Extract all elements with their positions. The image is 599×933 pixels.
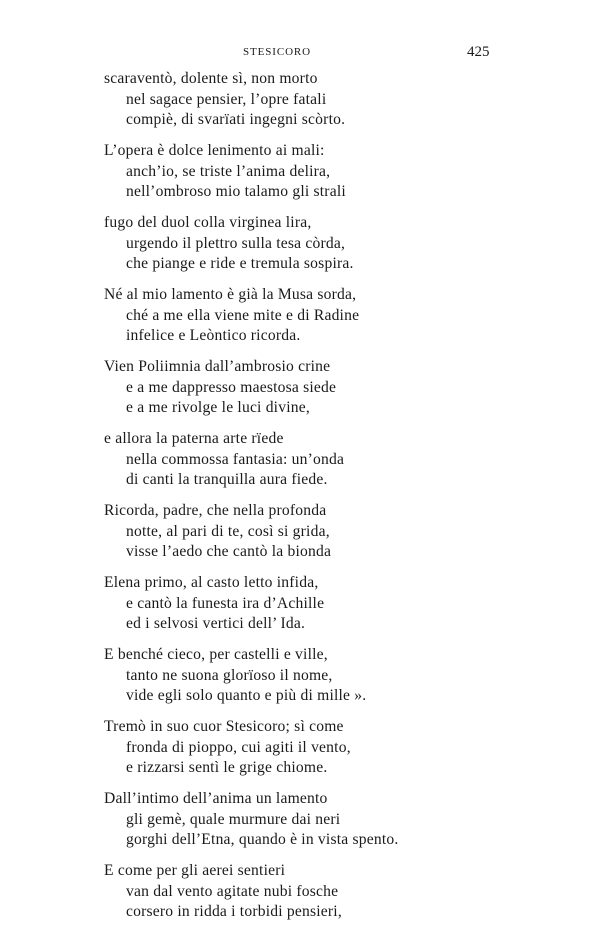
verse-line: compiè, di svarïati ingegni scòrto. [126,111,346,128]
verse-line: tanto ne suona glorïoso il nome, [126,666,333,684]
verse-line: notte, al pari di te, così si grida, [126,522,330,540]
verse-line: gli gemè, quale murmure dai neri [126,810,341,828]
verse-line: urgendo il plettro sulla tesa còrda, [126,234,346,252]
verse-line: nella commossa fantasia: un’onda [126,450,345,468]
verse-line: corsero in ridda i torbidi pensieri, [126,903,342,920]
stanza [104,573,544,635]
verse-line: Né al mio lamento è già la Musa sorda, [104,286,357,303]
verse-line: fronda di pioppo, cui agiti il vento, [126,738,351,756]
verse-line: e allora la paterna arte rïede [104,430,284,447]
verse-line: Dall’intimo dell’anima un lamento [104,790,328,807]
page-number: 425 [467,44,490,60]
verse-line: E come per gli aerei sentieri [104,862,286,879]
verse-line: Elena primo, al casto letto infida, [104,574,319,591]
verse-line: e rizzarsi sentì le grige chiome. [126,759,328,776]
verse-line: e a me dappresso maestosa siede [126,378,337,396]
verse-line: scaraventò, dolente sì, non morto [104,70,318,87]
verse-line: di canti la tranquilla aura fiede. [126,471,328,488]
verse-line: nell’ombroso mio talamo gli strali [126,183,346,200]
verse-line: vide egli solo quanto e più di mille ». [126,687,367,704]
stanza [104,717,544,779]
verse-line: Vien Poliimnia dall’ambrosio crine [104,358,331,375]
verse-line: anch’io, se triste l’anima delira, [126,162,331,180]
stanza [104,285,544,347]
verse-line: Ricorda, padre, che nella profonda [104,502,327,519]
verse-line: van dal vento agitate nubi fosche [126,882,339,900]
verse-line: E benché cieco, per castelli e ville, [104,646,328,663]
verse-line: ché a me ella viene mite e di Radine [126,306,360,324]
verse-line: L’opera è dolce lenimento ai mali: [104,142,325,159]
running-title: STESICORO [243,46,311,58]
verse-line: fugo del duol colla virginea lira, [104,214,312,231]
verse-line: e cantò la funesta ira d’Achille [126,594,325,612]
poem-body [104,69,544,933]
stanza [104,429,544,491]
verse-line: visse l’aedo che cantò la bionda [126,543,332,560]
stanza [104,69,544,131]
stanza [104,357,544,419]
verse-line: nel sagace pensier, l’opre fatali [126,90,327,108]
verse-line: Tremò in suo cuor Stesicoro; sì come [104,718,344,735]
stanza [104,861,544,923]
verse-line: infelice e Leòntico ricorda. [126,327,301,344]
running-head [0,44,599,64]
stanza [104,141,544,203]
stanza [104,501,544,563]
verse-line: che piange e ride e tremula sospira. [126,255,354,272]
stanza [104,789,544,851]
verse-line: e a me rivolge le luci divine, [126,399,310,416]
verse-line: gorghi dell’Etna, quando è in vista spento. [126,831,399,848]
stanza [104,213,544,275]
verse-line: ed i selvosi vertici dell’ Ida. [126,615,306,632]
stanza [104,645,544,707]
